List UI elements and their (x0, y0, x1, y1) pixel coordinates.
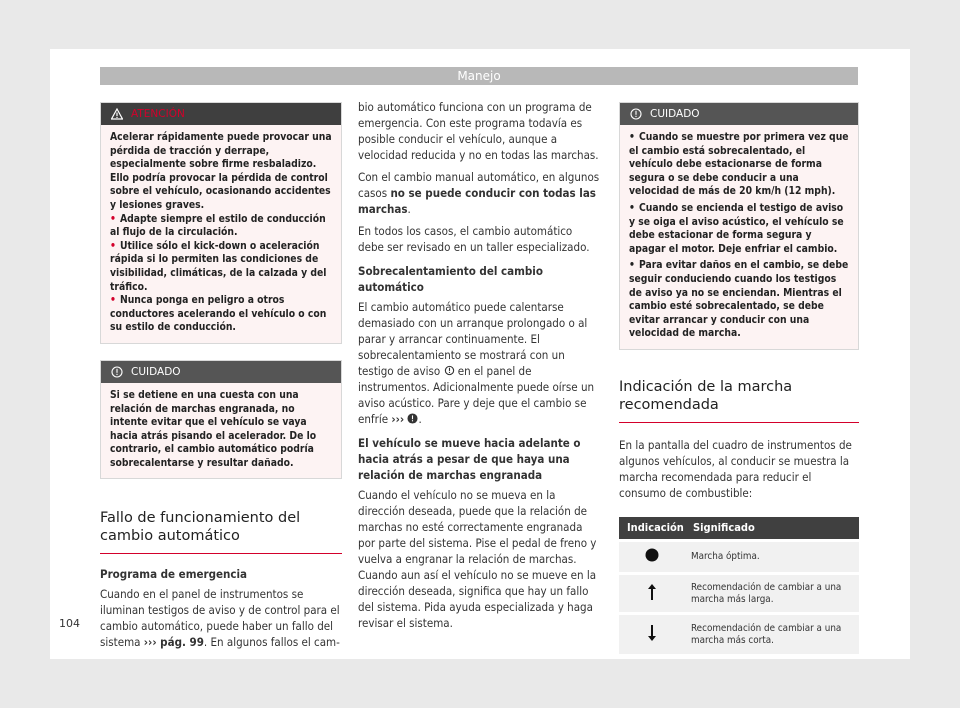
paragraph: Cuando en el panel de instrumentos se iluminan testigos de aviso y de control para el cambio automático, puede haber un fallo del sistema ››› pág. 99. En algunos fallos el cam- (100, 587, 340, 650)
reference-arrow-link[interactable]: ››› (391, 412, 405, 426)
arrow-up-icon (647, 584, 657, 600)
page-reference-link[interactable]: ››› pág. 99 (143, 635, 204, 650)
atencion-bullet: • Adapte siempre el estilo de conducción al flujo de la circulación. (110, 212, 326, 239)
atencion-title: ATENCIÓN (131, 108, 185, 120)
column-middle (358, 99, 601, 631)
info-circle-icon (407, 413, 418, 424)
subheading-sobrecalentamiento: Sobrecalentamiento del cambio automático (358, 264, 543, 294)
page-number: 104 (59, 617, 80, 630)
paragraph: bio automático funciona con un programa de emergencia. Con este programa todavía es posible conducir el vehículo, aunque a velocidad reducida y no en todas las marchas. (358, 100, 599, 162)
table-cell: Recomendación de cambiar a una marcha más larga. (685, 574, 859, 614)
cuidado-bullet: • Cuando se muestre por primera vez que el cambio está sobrecalentado, el vehículo debe estacionarse de forma segura o se debe conducir a una velocidad de más de 20 km/h (12 mph). (629, 131, 849, 198)
cuidado-header (101, 361, 341, 383)
gearbox-warning-icon (444, 365, 455, 376)
atencion-box (100, 102, 342, 344)
bullet-icon: • (110, 239, 116, 252)
table-header-cell: Indicación (619, 517, 685, 541)
cuidado-box-left (100, 360, 342, 480)
table-row (619, 614, 859, 654)
table-row (619, 541, 859, 574)
column-left (100, 102, 342, 650)
atencion-bullet: • Utilice sólo el kick-down o aceleración rápida si lo permiten las condiciones de visibilidad, climáticas, de la calzada y del tráfico. (110, 239, 327, 293)
cuidado-box-right (619, 102, 859, 350)
bullet-icon: • (629, 201, 635, 214)
paragraph: El cambio automático puede calentarse demasiado con un arranque prolongado o al parar y arrancar continuamente. El sobrecalentamiento se mostrará con un testigo de aviso en el panel de instrumentos. Adicionalmente puede oírse un aviso acústico. Pare y deje que el cambio se enfríe ››› . (358, 300, 595, 426)
atencion-bullet: • Nunca ponga en peligro a otros conductores acelerando el vehículo o con su estilo de conducción. (110, 294, 327, 334)
table-cell-icon (619, 541, 685, 574)
table-cell-icon (619, 614, 685, 654)
paragraph: Cuando el vehículo no se mueva en la dirección deseada, puede que la relación de marchas no esté correctamente engranada por parte del sistema. Pise el pedal de freno y vuelva a engranar la relación de marchas. Cuando aun así el vehículo no se mueve en la dirección deseada, significa que hay un fallo del sistema. Pida ayuda especializada y haga revisar el sistema. (358, 488, 597, 630)
cuidado-body: Si se detiene en una cuesta con una relación de marchas engranada, no intente evitar que el vehículo se vaya hacia atrás pisando el acelerador. De lo contrario, el cambio automático podría sobrecalentarse y resultar dañado. (110, 388, 317, 469)
column-right (619, 102, 859, 654)
info-circle-icon (630, 108, 642, 120)
cuidado-title: CUIDADO (131, 365, 181, 378)
table-header-cell: Significado (685, 517, 859, 541)
warning-triangle-icon (111, 108, 123, 120)
atencion-header (101, 103, 341, 125)
cuidado-header (620, 103, 858, 125)
paragraph: En todos los casos, el cambio automático debe ser revisado en un taller especializado. (358, 224, 590, 254)
filled-circle-icon (645, 548, 659, 562)
bullet-icon: • (629, 259, 635, 272)
cuidado-bullet: • Cuando se encienda el testigo de aviso y se oiga el aviso acústico, el vehículo se debe estacionar de forma segura y apagar el motor. Deje enfriar el cambio. (629, 201, 844, 255)
page-header: Manejo (100, 67, 858, 85)
cuidado-bullet: • Para evitar daños en el cambio, se debe seguir conduciendo cuando los testigos de aviso ya no se enciendan. Mientras el cambio esté sobrecalentado, se debe evitar arrancar y conducir con una velocidad de marcha. (629, 259, 849, 340)
arrow-down-icon (647, 625, 657, 641)
table-cell-icon (619, 574, 685, 614)
bullet-icon: • (110, 294, 116, 307)
cuidado-title: CUIDADO (650, 108, 700, 120)
section-title-indicacion: Indicación de la marcha recomendada (619, 378, 859, 423)
table-header-row (619, 517, 859, 541)
subheading-mueve: El vehículo se mueve hacia adelante o hacia atrás a pesar de que haya una relación de marchas engranada (358, 436, 581, 482)
bullet-icon: • (629, 131, 635, 143)
table-row (619, 574, 859, 614)
cuidado-body (620, 125, 858, 349)
gear-indication-table (619, 517, 859, 654)
subheading-programa: Programa de emergencia (100, 567, 248, 582)
section-title-fallo: Fallo de funcionamiento del cambio automático (100, 509, 342, 554)
info-circle-icon (111, 366, 123, 378)
atencion-intro: Acelerar rápidamente puede provocar una pérdida de tracción y derrape, especialmente sobre firme resbaladizo. Ello podría provocar la pérdida de control sobre el vehículo, ocasionando accidentes y lesiones graves. (110, 131, 332, 211)
paragraph: En la pantalla del cuadro de instrumentos de algunos vehículos, al conducir se muestra la marcha recomendada para reducir el consumo de combustible: (619, 437, 852, 500)
bullet-icon: • (110, 212, 116, 225)
atencion-body (101, 125, 341, 343)
table-cell: Recomendación de cambiar a una marcha más corta. (685, 614, 859, 654)
paragraph: Con el cambio manual automático, en algunos casos no se puede conducir con todas las marchas. (358, 170, 600, 216)
table-cell: Marcha óptima. (685, 541, 859, 574)
